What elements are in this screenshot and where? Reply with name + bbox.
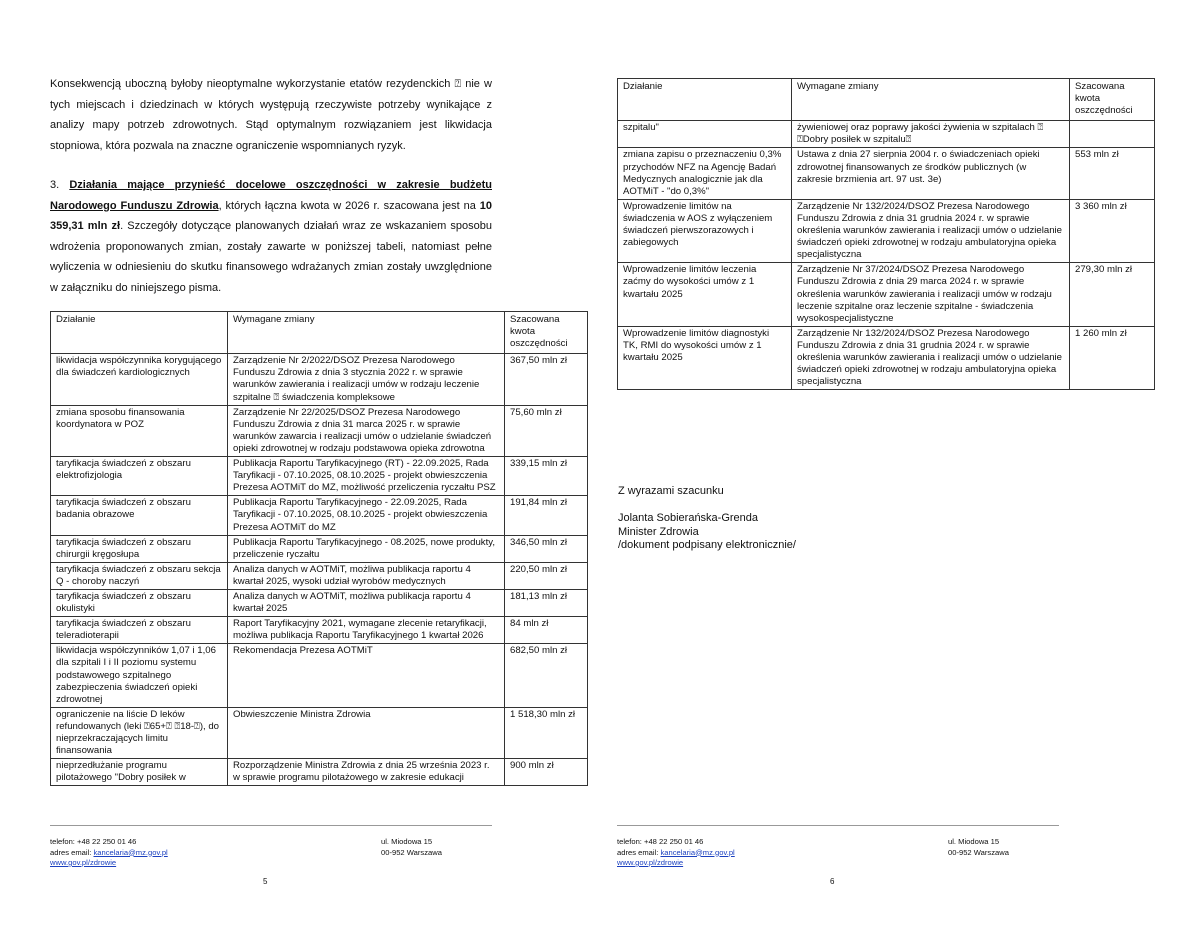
footer-divider xyxy=(50,825,492,826)
paragraph-consequence: Konsekwencją uboczną byłoby nieoptymalne wykorzystanie etatów rezydenckich ⍰ nie w tych miejscach i dziedzinach w których występują rzeczywiste potrzeby wynikające z analizy mapy potrzeb zdrowotnych. Stąd optymalnym rozwiązaniem jest likwidacja stopniowa, która pozwala na znaczne ograniczenie wspomnianych ryzyk. xyxy=(50,78,492,152)
cell-savings: 191,84 mln zł xyxy=(505,496,588,535)
cell-required-changes: Obwieszczenie Ministra Zdrowia xyxy=(228,707,505,758)
table-header-row xyxy=(618,79,1155,121)
footer-email-label: adres email: xyxy=(50,847,94,857)
cell-required-changes: Zarządzenie Nr 132/2024/DSOZ Prezesa Narodowego Funduszu Zdrowia z dnia 31 grudnia 2024 r. w sprawie określenia warunków zawierania i realizacji umów o udzielanie świadczeń opieki zdrowotnej w rodzaju ambulatoryjna opieka specjalistyczna xyxy=(792,326,1070,389)
cell-action: taryfikacja świadczeń z obszaru chirurgii kręgosłupa xyxy=(51,535,228,562)
table-row xyxy=(51,535,588,562)
header-savings: Szacowana kwota oszczędności xyxy=(1070,79,1155,121)
cell-action: zmiana sposobu finansowania koordynatora w POZ xyxy=(51,405,228,456)
table-row xyxy=(618,263,1155,326)
cell-action: Wprowadzenie limitów leczenia zaćmy do wysokości umów z 1 kwartału 2025 xyxy=(618,263,792,326)
footer-phone: telefon: +48 22 250 01 46 xyxy=(50,837,137,846)
cell-savings: 346,50 mln zł xyxy=(505,535,588,562)
footer-email-line xyxy=(617,848,735,859)
table-row xyxy=(51,354,588,405)
footer-email-label: adres email: xyxy=(617,847,661,857)
cell-savings: 1 260 mln zł xyxy=(1070,326,1155,389)
cell-action: zmiana zapisu o przeznaczeniu 0,3% przychodów NFZ na Agencję Badań Medycznych analogicznie jak dla AOTMiT - "do 0,3%" xyxy=(618,148,792,199)
cell-required-changes: Zarządzenie Nr 132/2024/DSOZ Prezesa Narodowego Funduszu Zdrowia z dnia 31 grudnia 2024 r. w sprawie określenia warunków zawierania i realizacji umów o udzielanie świadczeń opieki zdrowotnej w rodzaju ambulatoryjna opieka specjalistyczna xyxy=(792,199,1070,262)
cell-action: taryfikacja świadczeń z obszaru okulistyki xyxy=(51,589,228,616)
footer-email-link[interactable]: kancelaria@mz.gov.pl xyxy=(93,847,168,857)
table-row xyxy=(51,562,588,589)
cell-required-changes: Analiza danych w AOTMiT, możliwa publikacja raportu 4 kwartał 2025, wysoki udział wyrobów medycznych xyxy=(228,562,505,589)
footer-website-link[interactable]: www.gov.pl/zdrowie xyxy=(617,858,684,867)
cell-savings: 682,50 mln zł xyxy=(505,644,588,707)
table-body xyxy=(51,354,588,786)
cell-required-changes: Analiza danych w AOTMiT, możliwa publikacja raportu 4 kwartał 2025 xyxy=(228,589,505,616)
table-row xyxy=(618,121,1155,148)
closing-salutation: Z wyrazami szacunku xyxy=(618,485,724,497)
table-row xyxy=(51,644,588,707)
table-row xyxy=(51,759,588,786)
cell-action: taryfikacja świadczeń z obszaru teleradioterapii xyxy=(51,617,228,644)
section-text-rest: . Szczegóły dotyczące planowanych działań wraz ze wskazaniem sposobu wdrożenia proponowanych zmian, zostały zawarte w poniższej tabeli, natomiast pełne wyliczenia w odniesieniu do skutku finansowego wdrażanych zmian zostały uwzględnione w załączniku do niniejszego pisma. xyxy=(50,220,492,294)
section-text-mid: , których łączna kwota w 2026 r. szacowana jest na xyxy=(218,199,480,212)
header-changes: Wymagane zmiany xyxy=(228,312,505,354)
cell-required-changes: Rekomendacja Prezesa AOTMiT xyxy=(228,644,505,707)
footer-phone: telefon: +48 22 250 01 46 xyxy=(617,837,704,846)
cell-savings: 339,15 mln zł xyxy=(505,457,588,496)
footer-email-line xyxy=(50,848,168,859)
cell-action: taryfikacja świadczeń z obszaru badania obrazowe xyxy=(51,496,228,535)
cell-savings: 220,50 mln zł xyxy=(505,562,588,589)
cell-action: taryfikacja świadczeń z obszaru elektrofizjologia xyxy=(51,457,228,496)
cell-savings: 553 mln zł xyxy=(1070,148,1155,199)
cell-savings: 84 mln zł xyxy=(505,617,588,644)
footer-street: ul. Miodowa 15 xyxy=(948,837,1000,846)
cell-savings: 181,13 mln zł xyxy=(505,589,588,616)
cell-required-changes: Zarządzenie Nr 22/2025/DSOZ Prezesa Narodowego Funduszu Zdrowia z dnia 31 marca 2025 r. w sprawie warunków zawarcia i realizacji umów o udzielanie świadczeń opieki zdrowotnej w rodzaju podstawowa opieka zdrowotna xyxy=(228,405,505,456)
footer-address xyxy=(381,837,442,858)
footer-email-link[interactable]: kancelaria@mz.gov.pl xyxy=(660,847,735,857)
cell-savings: 1 518,30 mln zł xyxy=(505,707,588,758)
table-row xyxy=(618,148,1155,199)
header-changes: Wymagane zmiany xyxy=(792,79,1070,121)
cell-action: szpitalu" xyxy=(618,121,792,148)
savings-table-page-5 xyxy=(50,311,588,786)
footer-contact xyxy=(617,837,735,869)
paragraph-section-3 xyxy=(50,175,492,299)
footer-address xyxy=(948,837,1009,858)
cell-savings: 279,30 mln zł xyxy=(1070,263,1155,326)
table-row xyxy=(51,496,588,535)
header-action: Działanie xyxy=(51,312,228,354)
cell-action: likwidacja współczynnika korygującego dla świadczeń kardiologicznych xyxy=(51,354,228,405)
footer-website-link[interactable]: www.gov.pl/zdrowie xyxy=(50,858,117,867)
table-body xyxy=(618,121,1155,390)
cell-action: likwidacja współczynników 1,07 i 1,06 dla szpitali I i II poziomu systemu podstawowego szpitalnego zabezpieczenia świadczeń opieki zdrowotnej xyxy=(51,644,228,707)
table-row xyxy=(51,457,588,496)
cell-savings: 75,60 mln zł xyxy=(505,405,588,456)
footer-city: 00-952 Warszawa xyxy=(381,847,442,857)
cell-action: Wprowadzenie limitów na świadczenia w AOS z wyłączeniem świadczeń pierwszorazowych i zabiegowych xyxy=(618,199,792,262)
cell-action: nieprzedłużanie programu pilotażowego "Dobry posiłek w xyxy=(51,759,228,786)
header-action: Działanie xyxy=(618,79,792,121)
cell-required-changes: żywieniowej oraz poprawy jakości żywienia w szpitalach ⍰ ⍰Dobry posiłek w szpitalu⍰ xyxy=(792,121,1070,148)
section-heading: Działania mające przynieść docelowe oszczędności w zakresie budżetu Narodowego Funduszu Zdrowia xyxy=(50,179,492,212)
page-6 xyxy=(600,0,1166,938)
table-row xyxy=(51,707,588,758)
cell-savings: 900 mln zł xyxy=(505,759,588,786)
cell-savings xyxy=(1070,121,1155,148)
table-row xyxy=(51,405,588,456)
footer-street: ul. Miodowa 15 xyxy=(381,837,433,846)
cell-required-changes: Raport Taryfikacyjny 2021, wymagane zlecenie retaryfikacji, możliwa publikacja Raportu Taryfikacyjnego 1 kwartał 2026 xyxy=(228,617,505,644)
section-number: 3. xyxy=(50,179,70,191)
cell-required-changes: Zarządzenie Nr 2/2022/DSOZ Prezesa Narodowego Funduszu Zdrowia z dnia 3 stycznia 2022 r. w sprawie warunków zawierania i realizacji umów w rodzaju leczenie szpitalne ⍰ świadczenia kompleksowe xyxy=(228,354,505,405)
footer-contact xyxy=(50,837,168,869)
table-row xyxy=(618,326,1155,389)
cell-savings: 3 360 mln zł xyxy=(1070,199,1155,262)
page-5 xyxy=(33,0,599,938)
header-savings: Szacowana kwota oszczędności xyxy=(505,312,588,354)
cell-required-changes: Publikacja Raportu Taryfikacyjnego - 08.2025, nowe produkty, przeliczenie ryczałtu xyxy=(228,535,505,562)
signer-note: /dokument podpisany elektronicznie/ xyxy=(618,539,796,551)
cell-action: ograniczenie na liście D leków refundowanych (leki ⍰65+⍰ ⍰18-⍰), do nieprzekraczających limitu finansowania xyxy=(51,707,228,758)
total-amount: 10 359,31 mln zł xyxy=(50,199,492,233)
table-header-row xyxy=(51,312,588,354)
table-row xyxy=(51,589,588,616)
cell-required-changes: Publikacja Raportu Taryfikacyjnego - 22.09.2025, Rada Taryfikacji - 07.10.2025, 08.10.2025 - projekt obwieszczenia Prezesa AOTMiT do MZ xyxy=(228,496,505,535)
footer-divider xyxy=(617,825,1059,826)
cell-required-changes: Publikacja Raportu Taryfikacyjnego (RT) - 22.09.2025, Rada Taryfikacji - 07.10.2025, 08.10.2025 - projekt obwieszczenia Prezesa AOTMiT do MZ, możliwość przeliczenia ryczałtu PSZ xyxy=(228,457,505,496)
table-row xyxy=(51,617,588,644)
cell-required-changes: Rozporządzenie Ministra Zdrowia z dnia 25 września 2023 r. w sprawie programu pilotażowego w zakresie edukacji xyxy=(228,759,505,786)
cell-savings: 367,50 mln zł xyxy=(505,354,588,405)
cell-required-changes: Ustawa z dnia 27 sierpnia 2004 r. o świadczeniach opieki zdrowotnej finansowanych ze środków publicznych (w zakresie brzmienia art. 97 ust. 3e) xyxy=(792,148,1070,199)
table-row xyxy=(618,199,1155,262)
signer-name: Jolanta Sobierańska-Grenda xyxy=(618,512,759,524)
page-number: 5 xyxy=(263,877,268,886)
cell-action: taryfikacja świadczeń z obszaru sekcja Q - choroby naczyń xyxy=(51,562,228,589)
footer-city: 00-952 Warszawa xyxy=(948,847,1009,857)
signature-block xyxy=(618,512,796,553)
signer-title: Minister Zdrowia xyxy=(618,525,699,538)
cell-action: Wprowadzenie limitów diagnostyki TK, RMI do wysokości umów z 1 kwartału 2025 xyxy=(618,326,792,389)
page-number: 6 xyxy=(830,877,835,886)
cell-required-changes: Zarządzenie Nr 37/2024/DSOZ Prezesa Narodowego Funduszu Zdrowia z dnia 29 marca 2024 r. w sprawie określenia warunków zawierania i realizacji umów w rodzaju leczenie szpitalne oraz leczenie szpitalne - świadczenia wysokospecjalistyczne xyxy=(792,263,1070,326)
savings-table-page-6 xyxy=(617,78,1155,390)
